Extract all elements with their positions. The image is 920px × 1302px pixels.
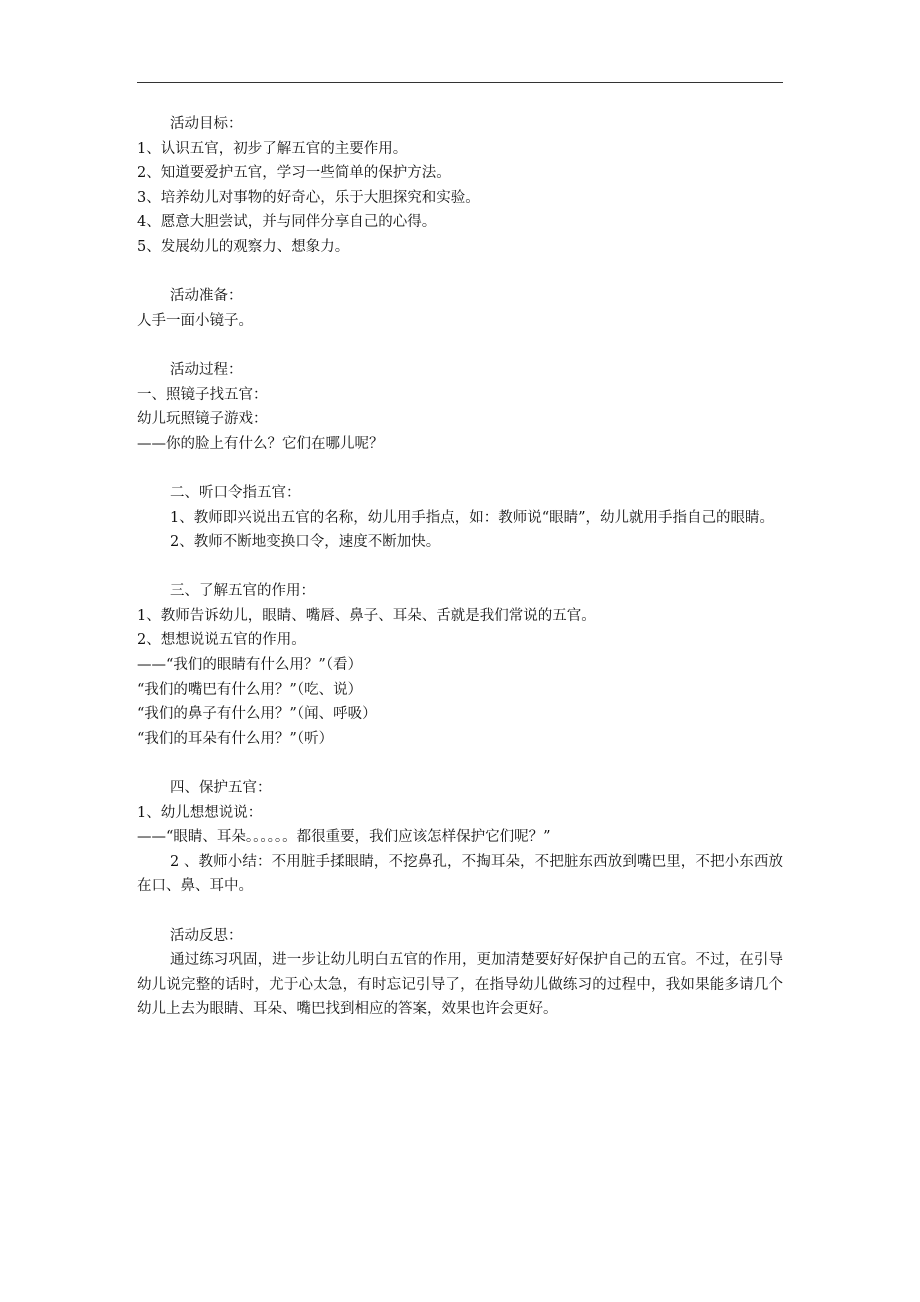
step3-item: 1、教师告诉幼儿，眼睛、嘴唇、鼻子、耳朵、舌就是我们常说的五官。 (137, 607, 596, 624)
header-rule (137, 82, 783, 83)
step3-qa: “我们的鼻子有什么用？”（闻、呼吸） (137, 706, 377, 723)
step4-item: ——“眼睛、耳朵。。。。。。都很重要，我们应该怎样保护它们呢？” (137, 829, 551, 846)
goal-item: 1、认识五官，初步了解五官的主要作用。 (137, 140, 408, 157)
step3-qa: “我们的耳朵有什么用？”（听） (137, 730, 334, 747)
step4-item: 2 、教师小结：不用脏手揉眼睛，不挖鼻孔，不掏耳朵，不把脏东西放到嘴巴里，不把小东西放在口、鼻、耳中。 (137, 853, 783, 895)
step3-title: 三、了解五官的作用： (170, 583, 315, 600)
goals-heading: 活动目标： (170, 116, 243, 132)
step1-line: ——你的脸上有什么？它们在哪儿呢？ (137, 435, 384, 452)
step2-item: 2、教师不断地变换口令，速度不断加快。 (170, 534, 441, 551)
goal-item: 5、发展幼儿的观察力、想象力。 (137, 238, 350, 255)
step1-title: 一、照镜子找五官： (137, 386, 268, 403)
step3-qa: “我们的嘴巴有什么用？”（吃、说） (137, 681, 363, 698)
prep-text: 人手一面小镜子。 (137, 312, 253, 329)
step3-qa: ——“我们的眼睛有什么用？”（看） (137, 657, 363, 674)
step2-item: 1、教师即兴说出五官的名称，幼儿用手指点，如：教师说“眼睛”，幼儿就用手指自己的眼睛。 (170, 509, 775, 526)
step4-title: 四、保护五官： (170, 780, 272, 797)
goal-item: 2、知道要爱护五官，学习一些简单的保护方法。 (137, 165, 451, 182)
step4-item: 1、幼儿想想说说： (137, 804, 263, 821)
goal-item: 4、愿意大胆尝试，并与同伴分享自己的心得。 (137, 214, 437, 231)
goal-item: 3、培养幼儿对事物的好奇心，乐于大胆探究和实验。 (137, 189, 480, 206)
step2-title: 二、听口令指五官： (170, 484, 301, 501)
step3-item: 2、想想说说五官的作用。 (137, 632, 306, 649)
prep-heading: 活动准备： (170, 288, 243, 305)
reflection-text: 通过练习巩固，进一步让幼儿明白五官的作用，更加清楚要好好保护自己的五官。不过，在引导幼儿说完整的话时，尤于心太急，有时忘记引导了，在指导幼儿做练习的过程中，我如果能多请几个幼儿上去为眼睛、耳朵、嘴巴找到相应的答案，效果也许会更好。 (137, 952, 783, 1018)
document-body (137, 112, 783, 1022)
step1-line: 幼儿玩照镜子游戏： (137, 411, 268, 428)
reflection-heading: 活动反思： (170, 927, 243, 944)
process-heading: 活动过程： (170, 361, 243, 378)
